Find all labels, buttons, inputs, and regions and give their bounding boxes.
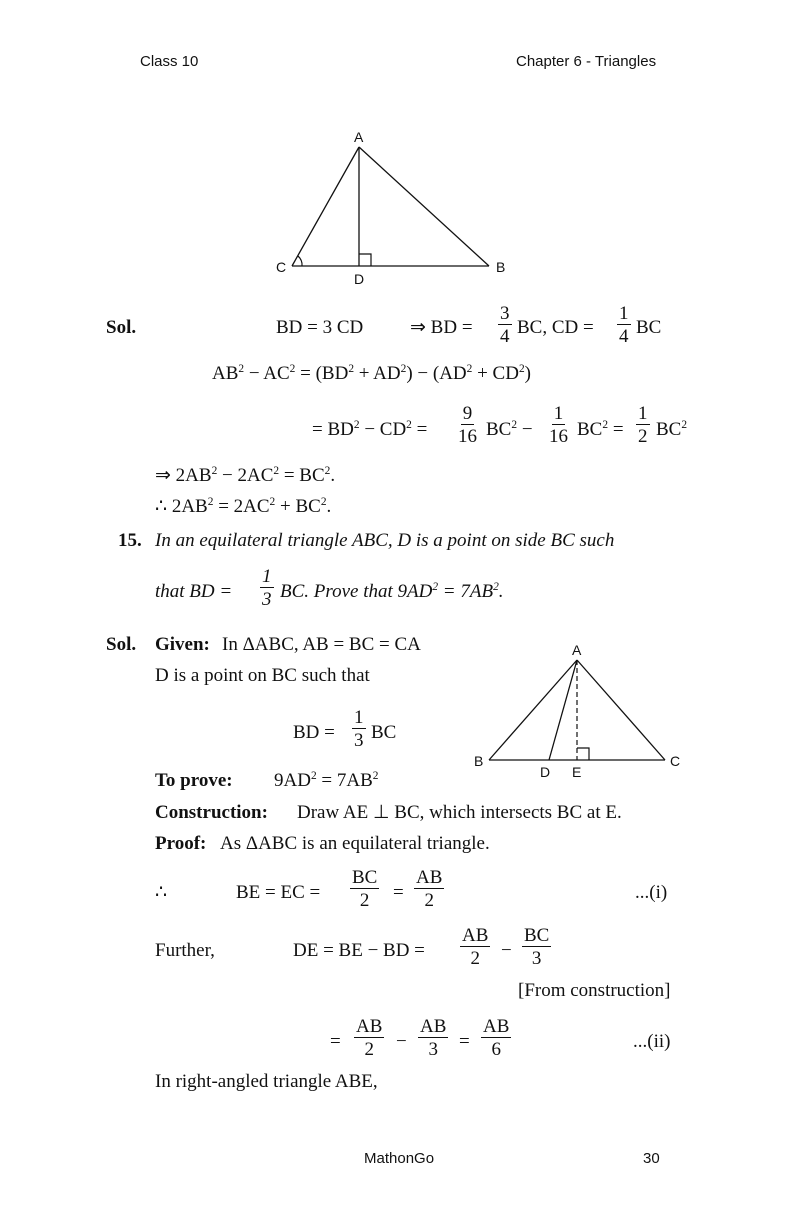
sol1-line3-d: $BC^2$ — [656, 419, 688, 440]
fraction-ab-6: $\frac{AB}{6}$ — [483, 1016, 510, 1060]
proof-text: As ΔABC is an equilateral triangle. — [220, 833, 490, 854]
given-label: Given: — [155, 634, 210, 655]
de-minus: − — [501, 940, 512, 961]
d-point-text: D is a point on BC such that — [155, 665, 370, 686]
fraction-1-3-bd: $\frac{1}{3}$ — [354, 707, 364, 751]
fraction-9-16: $\frac{9}{16}$ — [458, 403, 477, 447]
fraction-bc-2: $\frac{BC}{2}$ — [352, 867, 378, 911]
fraction-ab-2-a: $\frac{AB}{2}$ — [416, 867, 443, 911]
line2-eq2: = — [459, 1031, 470, 1052]
line2-minus: − — [396, 1031, 407, 1052]
be-eq-sign: = — [393, 882, 404, 903]
label-d: D — [354, 271, 365, 287]
sol-label-1: Sol. — [106, 317, 137, 338]
label-e: E — [572, 764, 582, 780]
label-a: A — [572, 642, 582, 658]
fraction-bc-3: $\frac{BC}{3}$ — [524, 925, 550, 969]
sol1-line1-a: BD = 3 CD — [276, 317, 364, 338]
fraction-1-4: $\frac{1}{4}$ — [619, 303, 629, 347]
proof-label: Proof: — [155, 833, 207, 854]
sol1-line1-d: BC — [636, 317, 662, 338]
fraction-1-2: $\frac{1}{2}$ — [638, 403, 648, 447]
sol1-line3-b: $BC^2$ − — [486, 419, 533, 440]
sol1-line3-c: $BC^2$ = — [577, 419, 624, 440]
fraction-ab-2-b: $\frac{AB}{2}$ — [462, 925, 489, 969]
label-b: B — [496, 259, 506, 275]
from-construction: [From construction] — [518, 980, 671, 1001]
bd-eq-b: BC — [371, 722, 397, 743]
further-text: Further, — [155, 940, 215, 961]
right-angle-mark-e — [577, 748, 589, 760]
bd-eq-a: BD = — [293, 722, 335, 743]
label-c: C — [670, 753, 681, 769]
therefore-symbol: ∴ — [155, 882, 168, 903]
given-text: In ΔABC, AB = BC = CA — [222, 634, 421, 655]
fraction-3-4: $\frac{3}{4}$ — [500, 303, 510, 347]
fraction-ab-3: $\frac{AB}{3}$ — [420, 1016, 447, 1060]
be-eq-a: BE = EC = — [236, 882, 321, 903]
label-a: A — [354, 129, 364, 145]
sol1-line4: ⇒ $2AB^2 - 2AC^2 = BC^2$. — [155, 465, 336, 486]
sol-label-2: Sol. — [106, 634, 137, 655]
side-ac — [577, 660, 665, 760]
label-c: C — [276, 259, 287, 275]
question-15-line1: In an equilateral triangle ABC, D is a point on side BC such — [155, 530, 615, 551]
question-15-line2-b: BC. Prove that $9AD^2 = 7AB^2$. — [280, 581, 504, 602]
sol1-line1-b: ⇒ BD = — [410, 317, 473, 338]
question-number-15: 15. — [118, 530, 142, 551]
label-d: D — [540, 764, 551, 780]
label-b: B — [474, 753, 484, 769]
fraction-1-16: $\frac{1}{16}$ — [549, 403, 568, 447]
question-15-line2-a: that BD = — [155, 581, 233, 602]
fraction-ab-2-c: $\frac{AB}{2}$ — [356, 1016, 383, 1060]
reference-ii: ...(ii) — [633, 1031, 671, 1052]
page-number: 30 — [643, 1150, 660, 1167]
to-prove-text: $9AD^2 = 7AB^2$ — [274, 770, 379, 791]
reference-i: ...(i) — [635, 882, 668, 903]
sol1-line1-c: BC, CD = — [517, 317, 594, 338]
header-class: Class 10 — [140, 53, 199, 70]
line2-eq: = — [330, 1031, 341, 1052]
header-chapter: Chapter 6 - Triangles — [516, 53, 657, 70]
right-angled-text: In right-angled triangle ABE, — [155, 1071, 378, 1092]
sol1-line5: ∴ $2AB^2 = 2AC^2 + BC^2$. — [155, 496, 332, 517]
to-prove-label: To prove: — [155, 770, 233, 791]
construction-label: Construction: — [155, 802, 268, 823]
sol1-line3-a: = $BD^2 - CD^2$ = — [312, 419, 428, 440]
fraction-1-3-question: $\frac{1}{3}$ — [262, 566, 272, 610]
sol1-line2: $AB^2 - AC^2 = (BD^2 + AD^2) - (AD^2 + CD^2)$ — [212, 363, 531, 384]
de-eq-a: DE = BE − BD = — [293, 940, 425, 961]
side-ab — [489, 660, 577, 760]
construction-text: Draw AE ⊥ BC, which intersects BC at E. — [297, 802, 622, 823]
footer-brand: MathonGo — [364, 1150, 435, 1167]
